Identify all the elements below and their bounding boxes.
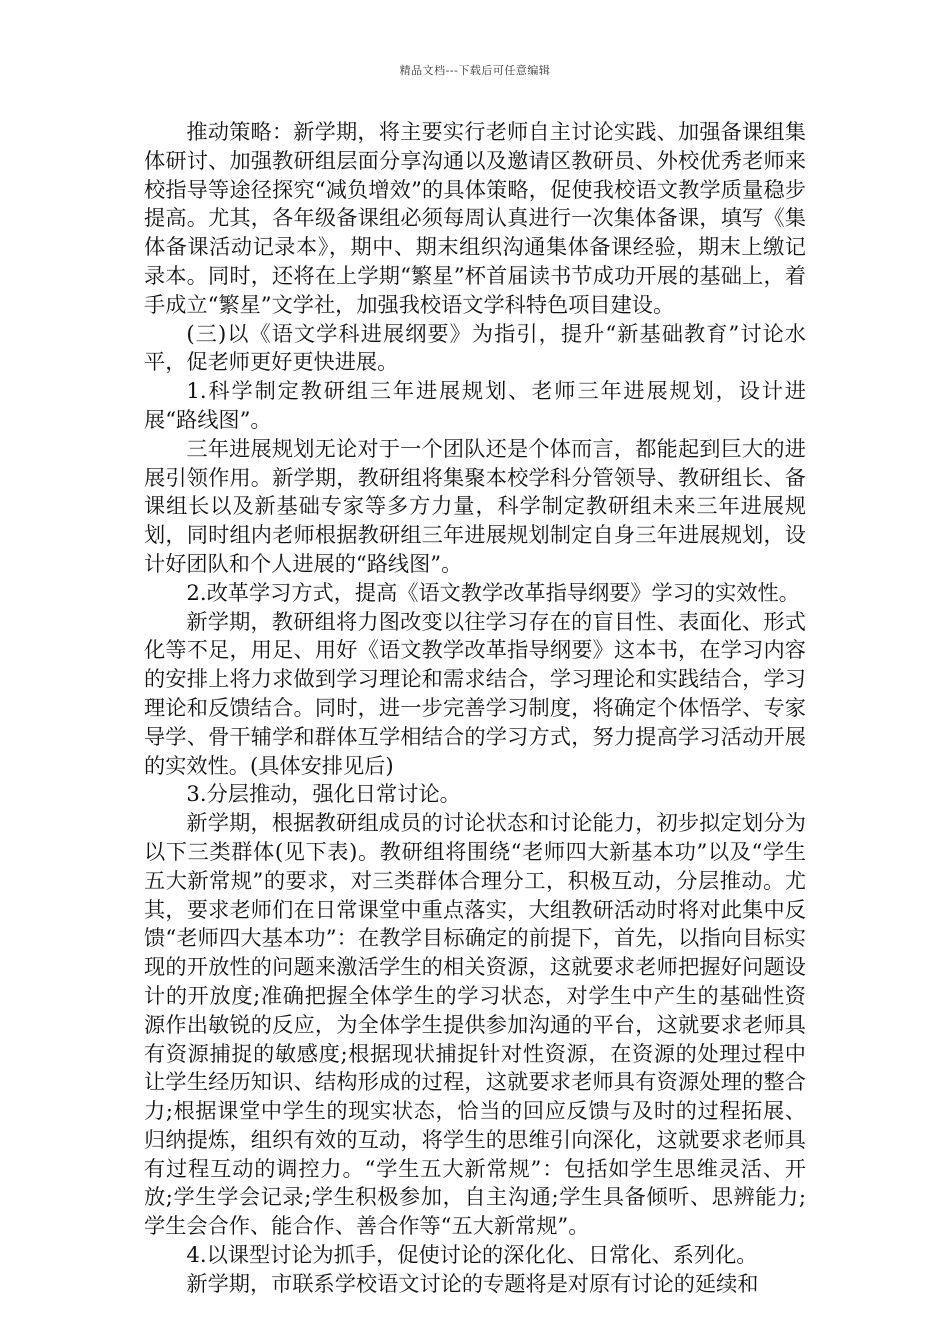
paragraph-layered: 新学期，根据教研组成员的讨论状态和讨论能力，初步拟定划分为以下三类群体(见下表)。教研组将围绕“老师四大新基本功”以及“学生五大新常规”的要求，对三类群体合理分工，积极互动，分层推动。尤其，要求老师们在日常课堂中重点落实，大组教研活动时将对此集中反馈“老师四大基本功”：在教学目标确定的前提下，首先，以指向目标实现的开放性的问题来激活学生的相关资源，这就要求老师把握好问题设计的开放度;准确把握全体学生的学习状态，对学生中产生的基础性资源作出敏锐的反应，为全体学生提供参加沟通的平台，这就要求老师具有资源捕捉的敏感度;根据现状捕捉针对性资源，在资源的处理过程中让学生经历知识、结构形成的过程，这就要求老师具有资源处理的整合力;根据课堂中学生的现实状态，恰当的回应反馈与及时的过程拓展、归纳提炼，组织有效的互动，将学生的思维引向深化，这就要求老师具有过程互动的调控力。“学生五大新常规”：包括如学生思维灵活、开放;学生学会记录;学生积极参加，自主沟通;学生具备倾听、思辨能力;学生会合作、能合作、善合作等“五大新常规”。 [144, 810, 806, 1239]
paragraph-plan: 三年进展规划无论对于一个团队还是个体而言，都能起到巨大的进展引领作用。新学期，教研组将集聚本校学科分管领导、教研组长、备课组长以及新基础专家等多方力量，科学制定教研组未来三年进展规划，同时组内老师根据教研组三年进展规划制定自身三年进展规划，设计好团队和个人进展的“路线图”。 [144, 435, 806, 576]
section-heading-three: (三)以《语文学科进展纲要》为指引，提升“新基础教育”讨论水平，促老师更好更快进展。 [144, 320, 806, 375]
item-heading-1: 1.科学制定教研组三年进展规划、老师三年进展规划，设计进展“路线图”。 [144, 378, 806, 432]
item-heading-3: 3.分层推动，强化日常讨论。 [186, 781, 461, 807]
paragraph-new-term: 新学期，市联系学校语文讨论的专题将是对原有讨论的延续和 [186, 1270, 759, 1296]
item-heading-4: 4.以课型讨论为抓手，促使讨论的深化化、日常化、系列化。 [186, 1242, 758, 1268]
document-body [144, 118, 806, 1299]
page-header: 精品文档---下载后可任意编辑 [399, 64, 551, 77]
paragraph-learning: 新学期，教研组将力图改变以往学习存在的盲目性、表面化、形式化等不足，用足、用好《语文教学改革指导纲要》这本书，在学习内容的安排上将力求做到学习理论和需求结合，学习理论和实践结合，学习理论和反馈结合。同时，进一步完善学习制度，将确定个体悟学、专家导学、骨干辅学和群体互学相结合的学习方式，努力提高学习活动开展的实效性。(具体安排见后) [144, 608, 806, 778]
item-heading-2: 2.改革学习方式，提高《语文教学改革指导纲要》学习的实效性。 [186, 579, 800, 605]
paragraph-strategy: 推动策略：新学期，将主要实行老师自主讨论实践、加强备课组集体研讨、加强教研组层面分享沟通以及邀请区教研员、外校优秀老师来校指导等途径探究“减负增效”的具体策略，促使我校语文教学质量稳步提高。尤其，各年级备课组必须每周认真进行一次集体备课，填写《集体备课活动记录本》，期中、期末组织沟通集体备课经验，期末上缴记录本。同时，还将在上学期“繁星”杯首届读书节成功开展的基础上，着手成立“繁星”文学社，加强我校语文学科特色项目建设。 [144, 119, 806, 317]
